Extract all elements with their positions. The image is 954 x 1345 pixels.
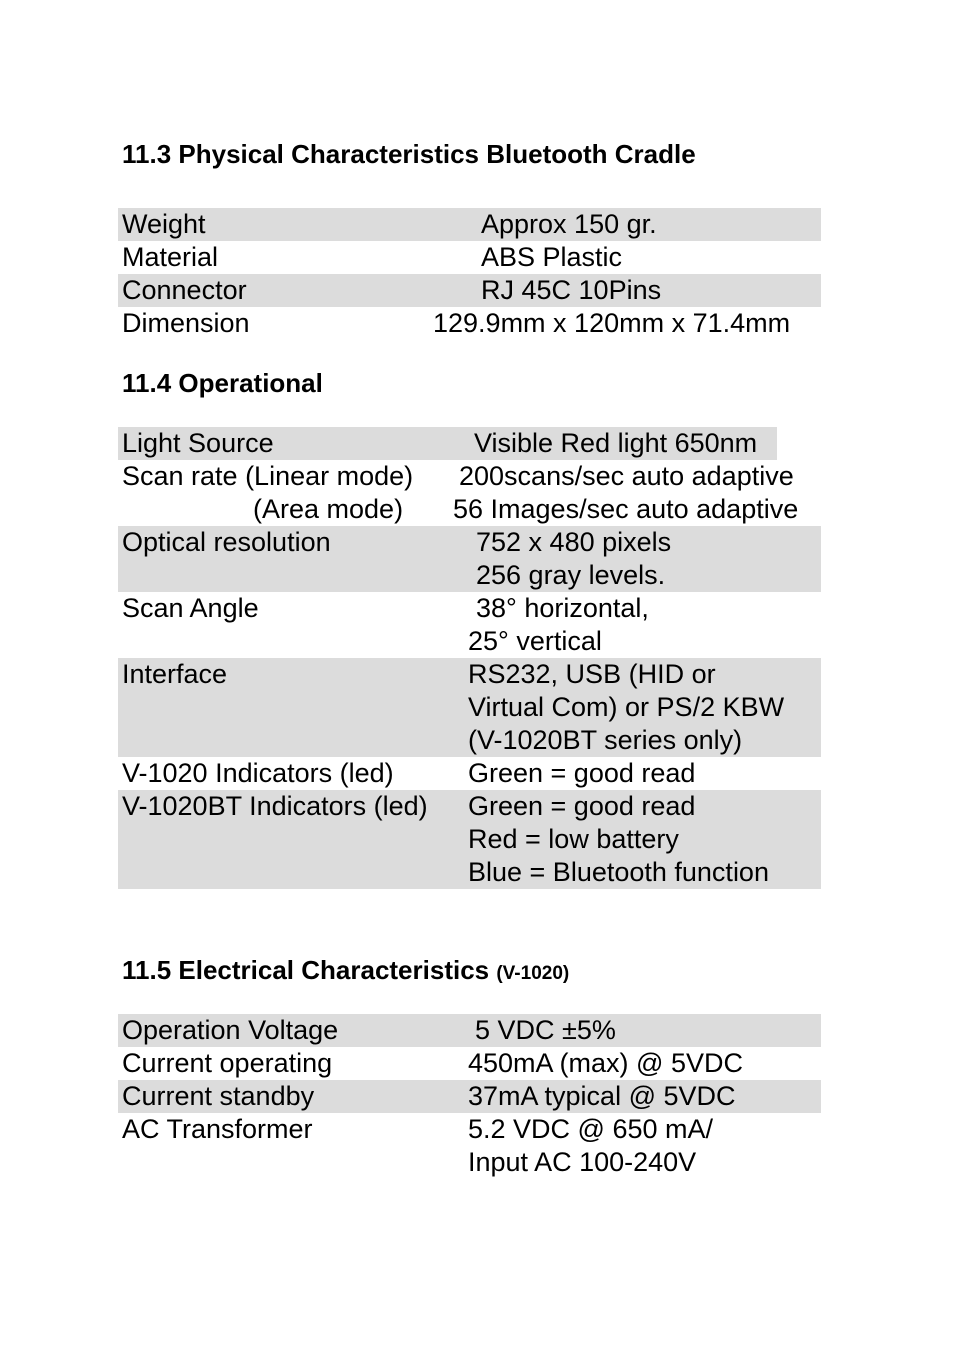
row-label: (Area mode) <box>253 494 404 524</box>
row-label: Connector <box>122 275 247 305</box>
table-row <box>118 493 821 526</box>
row-label: AC Transformer <box>122 1114 313 1144</box>
row-value: 37mA typical @ 5VDC <box>468 1081 736 1111</box>
table-row <box>118 241 821 274</box>
table-row <box>118 526 821 592</box>
row-label: Current standby <box>122 1081 315 1111</box>
row-value: 5 VDC ±5% <box>475 1015 616 1045</box>
heading-suffix: (V-1020) <box>496 963 570 984</box>
value-line: 25° vertical <box>468 626 602 656</box>
row-value <box>468 658 784 757</box>
row-label: Light Source <box>122 428 274 458</box>
table-row <box>118 427 777 460</box>
row-value <box>468 790 769 889</box>
table-row <box>118 208 821 241</box>
row-value: RJ 45C 10Pins <box>481 275 662 305</box>
value-line: Red = low battery <box>468 824 679 854</box>
row-value: 200scans/sec auto adaptive <box>459 461 794 491</box>
row-label: Current operating <box>122 1048 333 1078</box>
row-label: Interface <box>122 659 228 689</box>
table-row <box>118 757 821 790</box>
operational-table <box>118 427 821 889</box>
row-value <box>476 526 671 592</box>
value-line: (V-1020BT series only) <box>468 725 743 755</box>
row-value: 129.9mm x 120mm x 71.4mm <box>433 308 791 338</box>
section-heading-physical: 11.3 Physical Characteristics Bluetooth Cradle <box>122 139 696 169</box>
table-row <box>118 274 821 307</box>
row-value: Approx 150 gr. <box>481 209 657 239</box>
value-line: Virtual Com) or PS/2 KBW <box>468 692 785 722</box>
value-line: Green = good read <box>468 791 696 821</box>
row-label: Scan rate (Linear mode) <box>122 461 414 491</box>
section-heading-operational: 11.4 Operational <box>122 368 323 398</box>
row-label: V-1020BT Indicators (led) <box>122 791 428 821</box>
value-line: 5.2 VDC @ 650 mA/ <box>468 1114 714 1144</box>
physical-characteristics-table <box>118 208 821 340</box>
value-line: RS232, USB (HID or <box>468 659 716 689</box>
electrical-characteristics-table <box>118 1014 821 1179</box>
row-value <box>468 592 649 658</box>
row-label: Dimension <box>122 308 250 338</box>
row-label: Optical resolution <box>122 527 331 557</box>
row-value: Green = good read <box>468 758 696 788</box>
row-label: Material <box>122 242 219 272</box>
row-label: Weight <box>122 209 206 239</box>
row-value: 56 Images/sec auto adaptive <box>453 494 799 524</box>
row-label: Operation Voltage <box>122 1015 339 1045</box>
value-line: Blue = Bluetooth function <box>468 857 769 887</box>
row-value: ABS Plastic <box>481 242 623 272</box>
value-line: 752 x 480 pixels <box>476 527 672 557</box>
table-row <box>118 1047 821 1080</box>
value-line: Input AC 100-240V <box>468 1147 697 1177</box>
table-row <box>118 307 821 340</box>
row-label: Scan Angle <box>122 593 259 623</box>
table-row <box>118 1113 821 1179</box>
row-value: 450mA (max) @ 5VDC <box>468 1048 743 1078</box>
value-line: 38° horizontal, <box>476 593 649 623</box>
table-row <box>118 658 821 757</box>
table-row <box>118 592 821 658</box>
row-value: Visible Red light 650nm <box>474 428 758 458</box>
table-row <box>118 460 821 493</box>
table-row <box>118 1080 821 1113</box>
row-value <box>468 1113 713 1179</box>
table-row <box>118 1014 821 1047</box>
value-line: 256 gray levels. <box>476 560 666 590</box>
row-label: V-1020 Indicators (led) <box>122 758 394 788</box>
table-row <box>118 790 821 889</box>
section-heading-electrical <box>122 954 569 990</box>
heading-text: 11.5 Electrical Characteristics <box>122 955 490 985</box>
